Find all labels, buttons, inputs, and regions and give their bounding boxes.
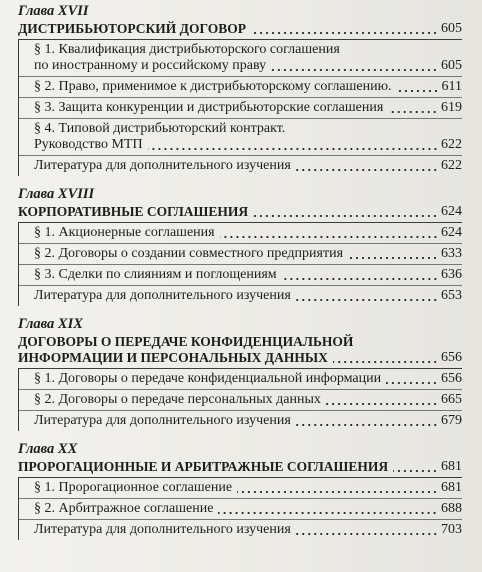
toc-entry bbox=[19, 98, 462, 119]
entry-title-line: Руководство МТП bbox=[34, 137, 143, 152]
toc-entry-literature bbox=[19, 286, 462, 306]
entry-title-line: § 2. Право, применимое к дистрибьюторскому соглашению. bbox=[34, 79, 392, 94]
entry-title-line: § 4. Типовой дистрибьюторский контракт. bbox=[34, 121, 286, 136]
toc-entry bbox=[19, 119, 462, 156]
entry-title-line: § 2. Договоры о передаче персональных данных bbox=[34, 392, 321, 407]
chapter-xx bbox=[18, 441, 462, 540]
chapter-title-row bbox=[18, 202, 462, 223]
dot-leader bbox=[148, 137, 438, 153]
dot-leader bbox=[348, 246, 438, 262]
entry-title-line: § 1. Квалификация дистрибьюторского соглашения bbox=[34, 42, 340, 57]
page-number: 624 bbox=[441, 204, 462, 219]
chapter-title: ПРОРОГАЦИОННЫЕ И АРБИТРАЖНЫЕ СОГЛАШЕНИЯ bbox=[18, 459, 389, 474]
dot-leader bbox=[237, 480, 438, 496]
toc-entry bbox=[19, 244, 462, 265]
entry-title-line: § 1. Пророгационное соглашение bbox=[34, 480, 233, 495]
page-number: 653 bbox=[441, 288, 462, 303]
dot-leader bbox=[296, 522, 438, 538]
page-number: 611 bbox=[441, 79, 462, 94]
chapter-title-row bbox=[18, 332, 462, 369]
chapter-xviii bbox=[18, 186, 462, 306]
section-list bbox=[18, 369, 462, 431]
page-number: 633 bbox=[441, 246, 462, 261]
dot-leader bbox=[282, 267, 438, 283]
toc-entry bbox=[19, 265, 462, 286]
dot-leader bbox=[326, 392, 438, 408]
chapter-xvii bbox=[18, 3, 462, 176]
entry-title-line: по иностранному и российскому праву bbox=[34, 58, 267, 73]
entry-title-line: § 1. Акционерные соглашения bbox=[34, 225, 215, 240]
page-number: 665 bbox=[441, 392, 462, 407]
dot-leader bbox=[271, 58, 438, 74]
chapter-title: ДИСТРИБЬЮТОРСКИЙ ДОГОВОР bbox=[18, 21, 246, 36]
dot-leader bbox=[386, 371, 438, 387]
chapter-title-row bbox=[18, 457, 462, 478]
entry-title-line: § 1. Договоры о передаче конфиденциальной информации bbox=[34, 371, 382, 386]
page-number: 688 bbox=[441, 501, 462, 516]
section-list bbox=[18, 223, 462, 306]
dot-leader bbox=[253, 204, 438, 220]
dot-leader bbox=[333, 350, 438, 366]
dot-leader bbox=[220, 225, 438, 241]
toc-entry bbox=[19, 390, 462, 411]
entry-title-line: Литература для дополнительного изучения bbox=[34, 413, 291, 428]
toc-entry bbox=[19, 478, 462, 499]
dot-leader bbox=[251, 21, 438, 37]
chapter-title: ДОГОВОРЫ О ПЕРЕДАЧЕ КОНФИДЕНЦИАЛЬНОЙ bbox=[18, 334, 354, 349]
entry-title-line: § 3. Защита конкуренции и дистрибьюторские соглашения bbox=[34, 100, 384, 115]
toc-entry bbox=[19, 369, 462, 390]
toc-entry-literature bbox=[19, 520, 462, 540]
chapter-title: КОРПОРАТИВНЫЕ СОГЛАШЕНИЯ bbox=[18, 204, 249, 219]
section-list bbox=[18, 40, 462, 176]
page-number: 636 bbox=[441, 267, 462, 282]
toc-entry-literature bbox=[19, 411, 462, 431]
dot-leader bbox=[296, 288, 438, 304]
section-list bbox=[18, 478, 462, 540]
entry-title-line: Литература для дополнительного изучения bbox=[34, 288, 291, 303]
page-number: 619 bbox=[441, 100, 462, 115]
page-number: 656 bbox=[441, 350, 462, 365]
entry-title-line: § 2. Договоры о создании совместного предприятия bbox=[34, 246, 344, 261]
page-number: 605 bbox=[441, 21, 462, 36]
entry-title-line: § 3. Сделки по слияниям и поглощениям bbox=[34, 267, 277, 282]
page-number: 605 bbox=[441, 58, 462, 73]
dot-leader bbox=[393, 459, 438, 475]
chapter-label: Глава XIX bbox=[18, 316, 83, 332]
page-number: 703 bbox=[441, 522, 462, 537]
toc-entry-literature bbox=[19, 156, 462, 176]
dot-leader bbox=[218, 501, 438, 517]
toc-entry bbox=[19, 499, 462, 520]
dot-leader bbox=[388, 100, 438, 116]
page-number: 624 bbox=[441, 225, 462, 240]
page-number: 622 bbox=[441, 158, 462, 173]
page-number: 681 bbox=[441, 480, 462, 495]
toc-entry bbox=[19, 40, 462, 77]
chapter-title: ИНФОРМАЦИИ И ПЕРСОНАЛЬНЫХ ДАННЫХ bbox=[18, 350, 328, 365]
dot-leader bbox=[296, 413, 438, 429]
dot-leader bbox=[296, 158, 438, 174]
chapter-label: Глава XX bbox=[18, 441, 78, 457]
entry-title-line: Литература для дополнительного изучения bbox=[34, 158, 291, 173]
entry-title-line: Литература для дополнительного изучения bbox=[34, 522, 291, 537]
page-number: 656 bbox=[441, 371, 462, 386]
chapter-label: Глава XVII bbox=[18, 3, 89, 19]
dot-leader bbox=[397, 79, 439, 95]
toc-entry bbox=[19, 223, 462, 244]
chapter-title-row bbox=[18, 19, 462, 40]
page-number: 622 bbox=[441, 137, 462, 152]
page-number: 681 bbox=[441, 459, 462, 474]
chapter-xix bbox=[18, 316, 462, 431]
entry-title-line: § 2. Арбитражное соглашение bbox=[34, 501, 214, 516]
page-number: 679 bbox=[441, 413, 462, 428]
chapter-label: Глава XVIII bbox=[18, 186, 95, 202]
toc-entry bbox=[19, 77, 462, 98]
